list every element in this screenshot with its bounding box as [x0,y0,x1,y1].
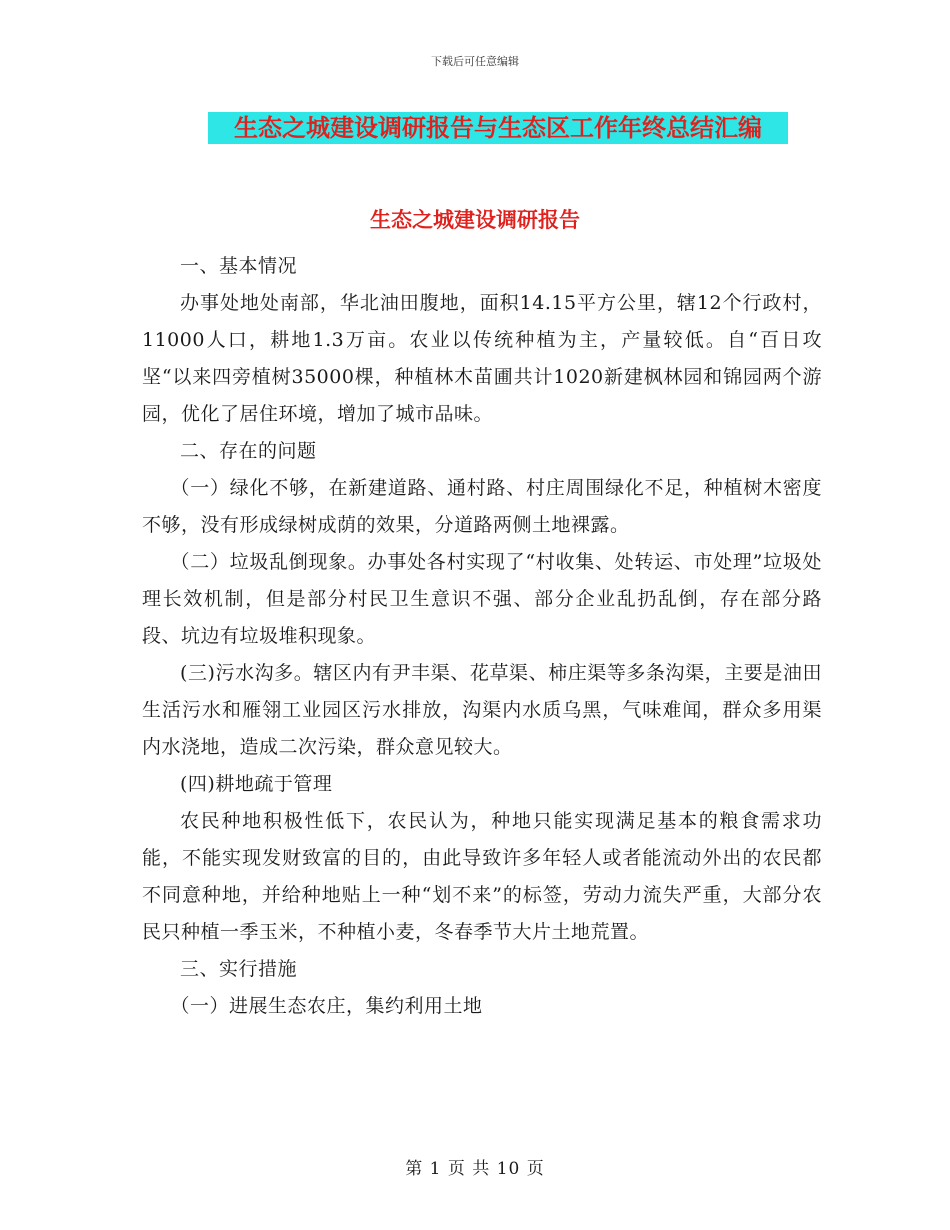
section-title: 生态之城建设调研报告 [370,208,580,232]
document-body [142,248,822,1025]
paragraph-farmland: 农民种地积极性低下，农民认为，种地只能实现满足基本的粮食需求功能，不能实现发财致富的目的，由此导致许多年轻人或者能流动外出的农民都不同意种地，并给种地贴上一种“划不来”的标签，劳动力流失严重，大部分农民只种植一季玉米，不种植小麦，冬春季节大片土地荒置。 [142,810,822,943]
heading-existing-problems: 二、存在的问题 [180,440,317,462]
paragraph-basic-situation: 办事处地处南部，华北油田腹地，面积14.15平方公里，辖12个行政村，11000人口，耕地1.3万亩。农业以传统种植为主，产量较低。自“百日攻坚“以来四旁植树35000棵，种植林木苗圃共计1020新建枫林园和锦园两个游园，优化了居住环境，增加了城市品味。 [142,292,822,425]
subheading-ecological-farm: （一）进展生态农庄，集约利用土地 [170,995,483,1017]
heading-farmland-management: (四)耕地疏于管理 [180,773,333,795]
document-title: 生态之城建设调研报告与生态区工作年终总结汇编 [234,114,762,142]
header-note: 下载后可任意编辑 [431,55,519,68]
paragraph-problem-sewage: (三)污水沟多。辖区内有尹丰渠、花草渠、柿庄渠等多条沟渠，主要是油田生活污水和雁翎工业园区污水排放，沟渠内水质乌黑，气味难闻，群众多用渠内水浇地，造成二次污染，群众意见较大。 [142,662,822,758]
heading-basic-situation: 一、基本情况 [180,255,298,277]
paragraph-problem-garbage: （二）垃圾乱倒现象。办事处各村实现了“村收集、处转运、市处理”垃圾处理长效机制，但是部分村民卫生意识不强、部分企业乱扔乱倒，存在部分路段、坑边有垃圾堆积现象。 [142,551,822,647]
page-footer: 第 1 页 共 10 页 [405,1159,545,1179]
paragraph-problem-greening: （一）绿化不够，在新建道路、通村路、村庄周围绿化不足，种植树木密度不够，没有形成绿树成荫的效果，分道路两侧土地裸露。 [142,477,822,536]
heading-measures: 三、实行措施 [180,958,298,980]
